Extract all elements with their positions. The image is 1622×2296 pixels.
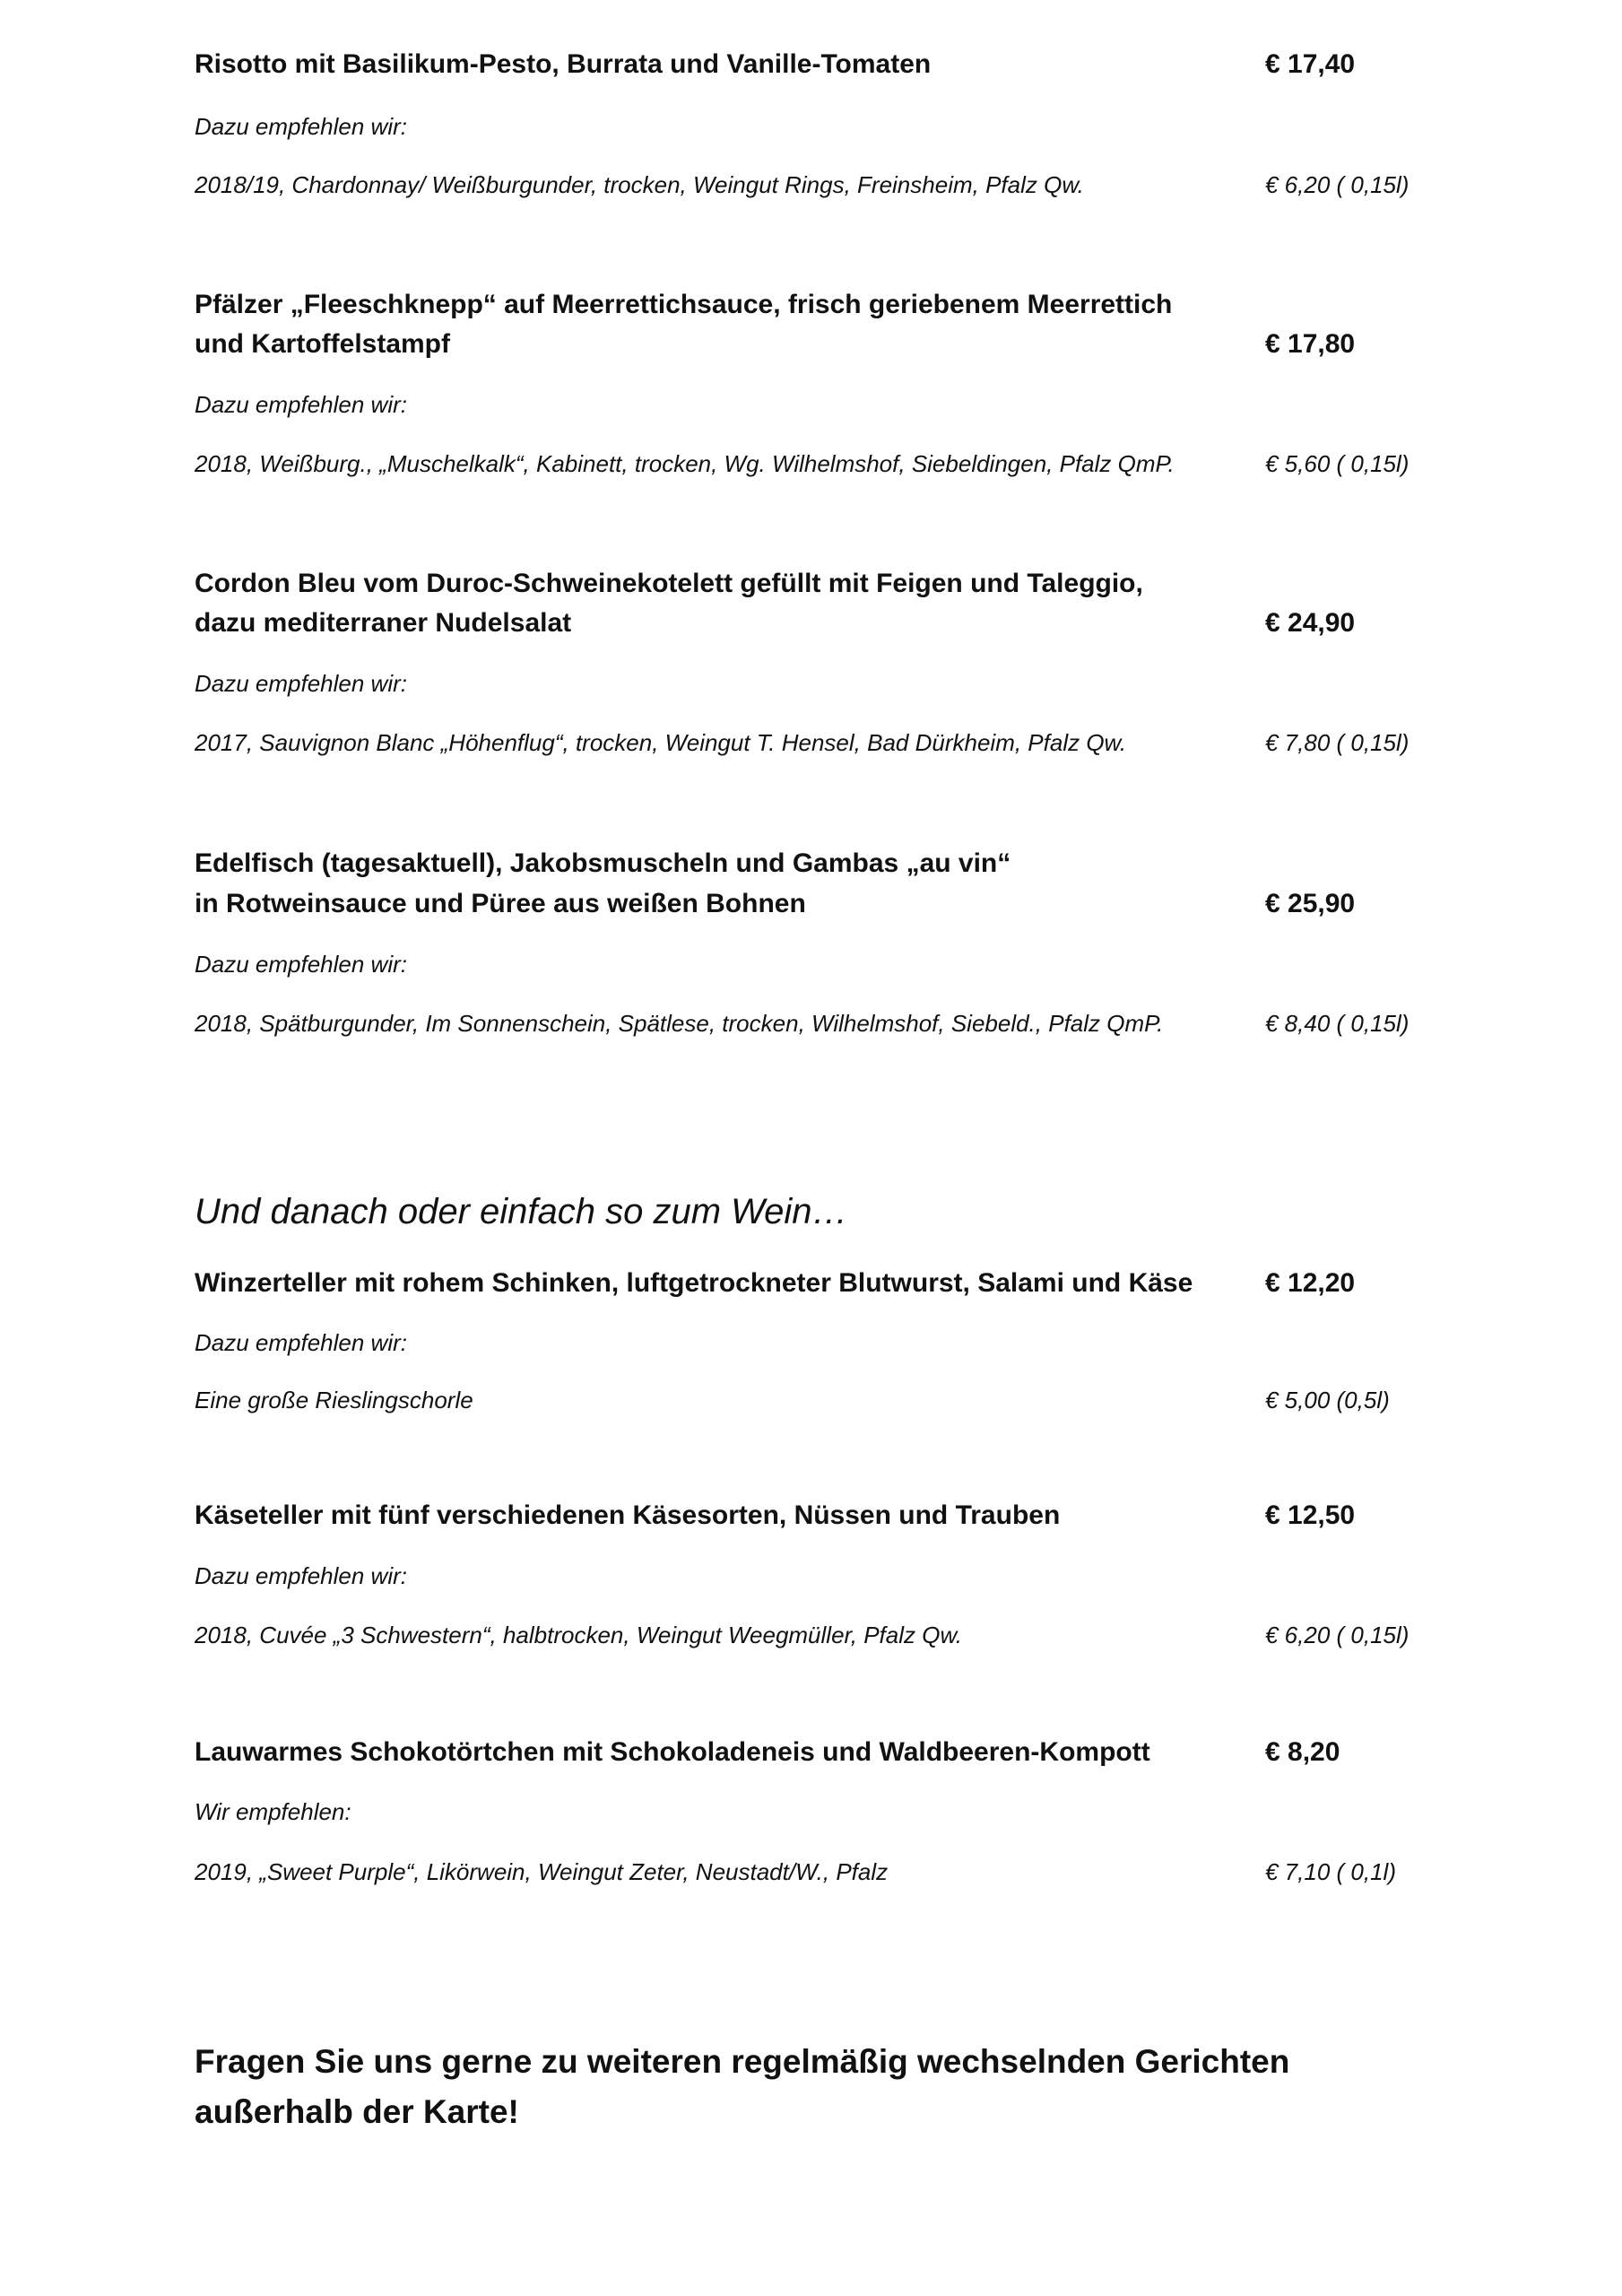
- wine-price: € 5,00 (0,5l): [1265, 1387, 1390, 1413]
- dish-title: dazu mediterraner Nudelsalat: [195, 608, 572, 638]
- wine-recommendation: 2018, Weißburg., „Muschelkalk“, Kabinett, trocken, Wg. Wilhelmshof, Siebeldingen, Pfalz QmP.: [195, 450, 1175, 477]
- dish-title: Cordon Bleu vom Duroc-Schweinekotelett gefüllt mit Feigen und Taleggio,: [195, 569, 1143, 598]
- dish-price: € 8,20: [1265, 1737, 1340, 1767]
- dish-price: € 17,80: [1265, 329, 1356, 359]
- recommendation-label: Dazu empfehlen wir:: [195, 1329, 407, 1356]
- recommendation-label: Dazu empfehlen wir:: [195, 1562, 407, 1589]
- dish-title: Käseteller mit fünf verschiedenen Käsesorten, Nüssen und Trauben: [195, 1500, 1061, 1530]
- wine-recommendation: 2018/19, Chardonnay/ Weißburgunder, trocken, Weingut Rings, Freinsheim, Pfalz Qw.: [195, 171, 1084, 198]
- dish-price: € 12,50: [1265, 1500, 1356, 1530]
- closing-note: außerhalb der Karte!: [195, 2093, 519, 2130]
- wine-recommendation: 2019, „Sweet Purple“, Likörwein, Weingut Zeter, Neustadt/W., Pfalz: [195, 1858, 889, 1885]
- dish-price: € 12,20: [1265, 1268, 1356, 1298]
- dish-title: und Kartoffelstampf: [195, 329, 450, 359]
- wine-price: € 5,60 ( 0,15l): [1265, 450, 1409, 477]
- wine-price: € 7,80 ( 0,15l): [1265, 729, 1409, 756]
- section-heading: Und danach oder einfach so zum Wein…: [195, 1192, 848, 1231]
- recommendation-label: Dazu empfehlen wir:: [195, 113, 407, 140]
- wine-recommendation: 2017, Sauvignon Blanc „Höhenflug“, trocken, Weingut T. Hensel, Bad Dürkheim, Pfalz Qw.: [195, 729, 1127, 756]
- wine-recommendation: 2018, Spätburgunder, Im Sonnenschein, Spätlese, trocken, Wilhelmshof, Siebeld., Pfalz QmP.: [195, 1010, 1164, 1037]
- dish-title: Edelfisch (tagesaktuell), Jakobsmuscheln und Gambas „au vin“: [195, 848, 1011, 878]
- recommendation-label: Dazu empfehlen wir:: [195, 951, 407, 978]
- wine-recommendation: Eine große Rieslingschorle: [195, 1387, 473, 1413]
- wine-price: € 6,20 ( 0,15l): [1265, 1622, 1409, 1648]
- dish-title: Pfälzer „Fleeschknepp“ auf Meerrettichsauce, frisch geriebenem Meerrettich: [195, 290, 1173, 319]
- dish-title: Lauwarmes Schokotörtchen mit Schokoladeneis und Waldbeeren-Kompott: [195, 1737, 1150, 1767]
- wine-price: € 6,20 ( 0,15l): [1265, 171, 1409, 198]
- closing-note: Fragen Sie uns gerne zu weiteren regelmäßig wechselnden Gerichten: [195, 2043, 1290, 2080]
- dish-price: € 17,40: [1265, 49, 1356, 79]
- recommendation-label: Dazu empfehlen wir:: [195, 391, 407, 418]
- wine-price: € 7,10 ( 0,1l): [1265, 1858, 1396, 1885]
- dish-title: Winzerteller mit rohem Schinken, luftgetrockneter Blutwurst, Salami und Käse: [195, 1268, 1193, 1298]
- dish-price: € 24,90: [1265, 608, 1356, 638]
- dish-title: Risotto mit Basilikum-Pesto, Burrata und Vanille-Tomaten: [195, 49, 932, 79]
- wine-price: € 8,40 ( 0,15l): [1265, 1010, 1409, 1037]
- dish-title: in Rotweinsauce und Püree aus weißen Bohnen: [195, 889, 806, 918]
- dish-price: € 25,90: [1265, 889, 1356, 918]
- wine-recommendation: 2018, Cuvée „3 Schwestern“, halbtrocken, Weingut Weegmüller, Pfalz Qw.: [195, 1622, 963, 1648]
- recommendation-label: Wir empfehlen:: [195, 1798, 351, 1825]
- recommendation-label: Dazu empfehlen wir:: [195, 670, 407, 697]
